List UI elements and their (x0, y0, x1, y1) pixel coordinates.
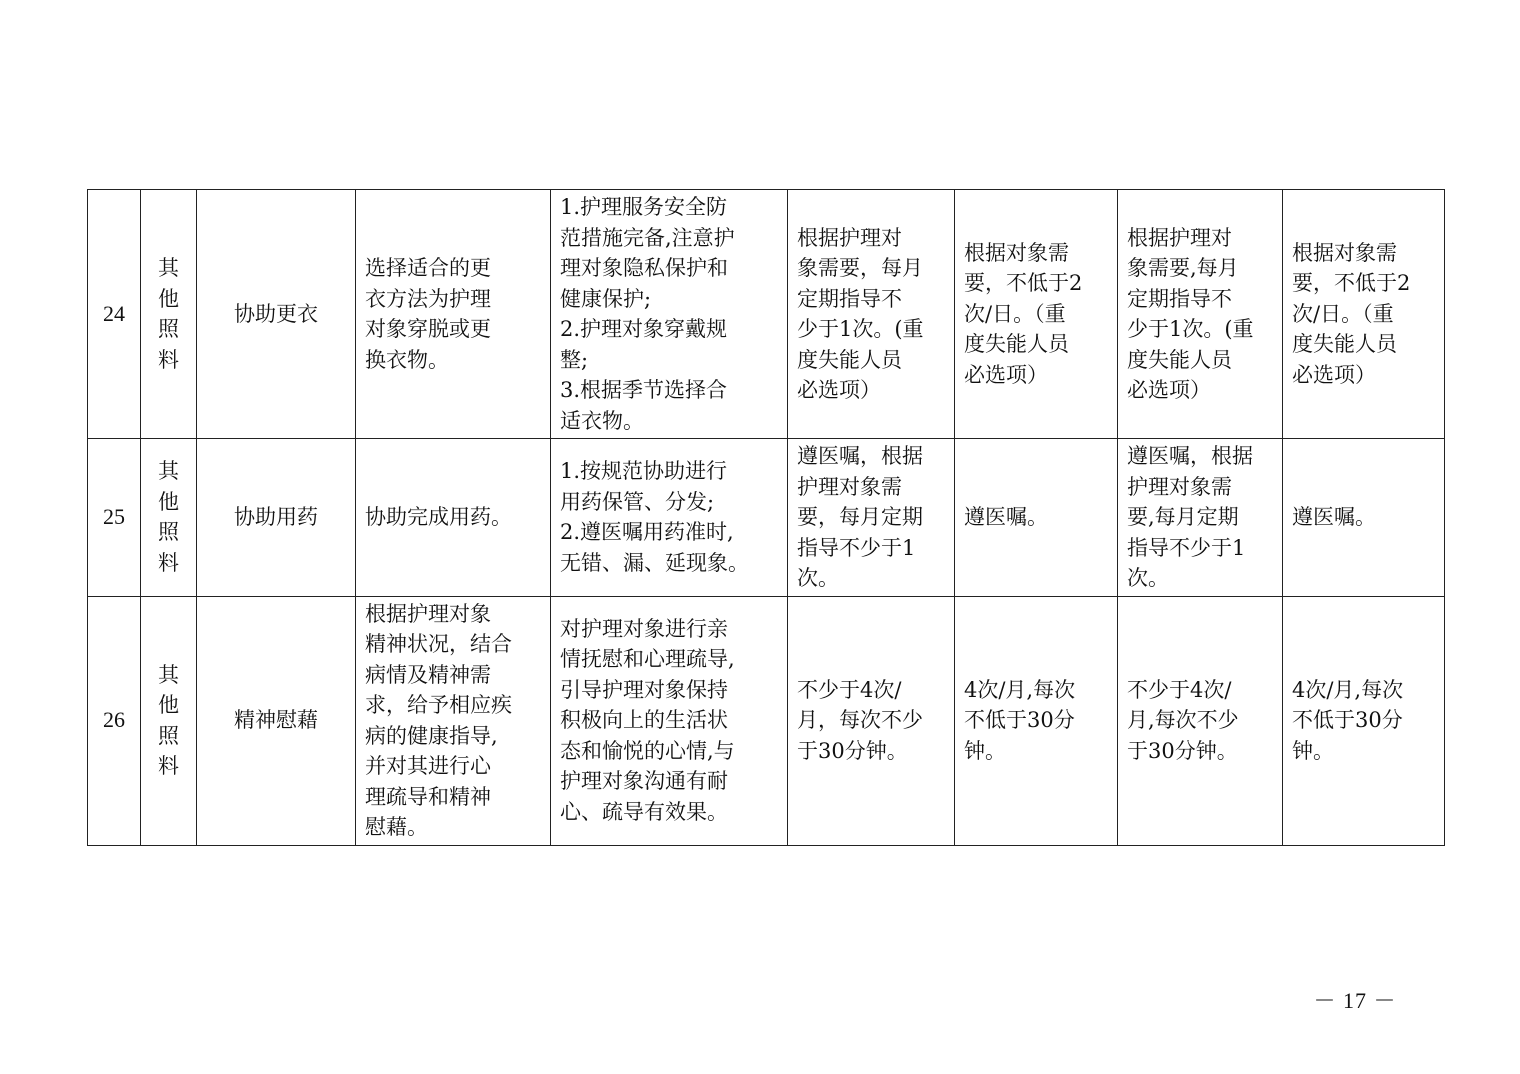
row-number-text: 26 (103, 707, 125, 733)
category-char: 照 (158, 723, 179, 748)
category-char: 他 (158, 693, 179, 717)
category-cell (141, 439, 197, 597)
cell-line: 定期指导不 (797, 286, 902, 311)
cell-line: 钟。 (1292, 738, 1334, 763)
category-cell (141, 596, 197, 845)
cell-line: 要，不低于2 (964, 271, 1083, 296)
row-number-text: 25 (103, 504, 125, 529)
service-content-cell (356, 596, 551, 845)
category-char: 其 (158, 459, 179, 484)
frequency-b-cell (955, 190, 1118, 439)
service-standard-cell (551, 439, 788, 597)
cell-line: 次/日。（重 (964, 301, 1066, 326)
cell-line: 象需要，每月 (797, 256, 923, 280)
cell-line: 必选项） (964, 362, 1048, 387)
cell-line: 度失能人员 (1127, 347, 1232, 372)
cell-line: 求，给予相应疾 (365, 693, 512, 717)
category-char: 其 (158, 256, 179, 280)
cell-line: 次/日。（重 (1292, 301, 1394, 326)
cell-line: 用药保管、分发; (560, 489, 715, 514)
category-char: 其 (158, 662, 179, 687)
cell-line: 指导不少于1 (1127, 535, 1246, 560)
cell-line: 换衣物。 (365, 347, 449, 372)
table-row (88, 439, 1445, 597)
cell-line: 引导护理对象保持 (560, 677, 728, 702)
cell-line: 4次/月,每次 (964, 677, 1076, 702)
cell-line: 于30分钟。 (797, 738, 908, 763)
row-number-cell (88, 596, 141, 845)
cell-line: 对护理对象进行亲 (560, 616, 728, 641)
cell-line: 遵医嘱。 (1292, 505, 1376, 529)
cell-line: 要,每月定期 (1127, 505, 1239, 529)
cell-line: 适衣物。 (560, 408, 644, 433)
cell-line: 少于1次。(重 (797, 317, 924, 341)
cell-line: 病情及精神需 (365, 662, 491, 687)
cell-line: 护理对象沟通有耐 (560, 769, 728, 794)
cell-line: 2.遵医嘱用药准时, (560, 520, 734, 545)
frequency-c-cell (1118, 439, 1283, 597)
cell-line: 少于1次。(重 (1127, 317, 1254, 341)
frequency-d-cell (1283, 439, 1445, 597)
category-char: 他 (158, 286, 179, 311)
cell-line: 积极向上的生活状 (560, 708, 728, 733)
frequency-d-cell (1283, 596, 1445, 845)
cell-line: 无错、漏、延现象。 (560, 550, 749, 575)
cell-line: 心、疏导有效果。 (560, 799, 728, 824)
cell-line: 对象穿脱或更 (365, 317, 491, 341)
cell-line: 护理对象需 (1127, 474, 1232, 499)
cell-line: 1.护理服务安全防 (560, 195, 728, 219)
service-table (87, 189, 1445, 846)
page-number: － 17 － (1313, 988, 1397, 1013)
cell-line: 不低于30分 (964, 708, 1075, 733)
cell-line: 并对其进行心 (365, 754, 491, 778)
frequency-b-cell (955, 596, 1118, 845)
cell-line: 根据对象需 (1292, 240, 1397, 265)
category-char: 料 (158, 550, 179, 575)
service-item-cell (197, 190, 356, 439)
cell-line: 要，每月定期 (797, 505, 923, 529)
cell-line: 病的健康指导, (365, 723, 498, 748)
frequency-a-cell (788, 596, 955, 845)
cell-line: 次。 (797, 566, 839, 590)
cell-line: 月,每次不少 (1127, 708, 1239, 733)
cell-line: 月，每次不少 (797, 708, 923, 733)
frequency-b-cell (955, 439, 1118, 597)
cell-line: 不低于30分 (1292, 708, 1403, 733)
cell-line: 情抚慰和心理疏导, (560, 647, 735, 672)
cell-line: 次。 (1127, 566, 1169, 590)
row-number-cell (88, 190, 141, 439)
service-item-cell (197, 596, 356, 845)
cell-line: 4次/月,每次 (1292, 677, 1404, 702)
cell-line: 不少于4次/ (797, 677, 902, 702)
service-item-text: 协助更衣 (234, 301, 318, 326)
cell-line: 度失能人员 (964, 332, 1069, 357)
cell-line: 要，不低于2 (1292, 271, 1411, 296)
service-standard-cell (551, 596, 788, 845)
service-item-text: 精神慰藉 (234, 708, 318, 733)
category-char: 他 (158, 489, 179, 514)
cell-line: 象需要,每月 (1127, 256, 1239, 280)
cell-line: 态和愉悦的心情,与 (560, 738, 735, 763)
category-char: 料 (158, 347, 179, 372)
cell-line: 整; (560, 347, 589, 372)
cell-line: 于30分钟。 (1127, 738, 1238, 763)
cell-line: 衣方法为护理 (365, 286, 491, 311)
cell-line: 指导不少于1 (797, 535, 916, 560)
frequency-a-cell (788, 439, 955, 597)
service-standard-cell (551, 190, 788, 439)
cell-line: 定期指导不 (1127, 286, 1232, 311)
service-item-cell (197, 439, 356, 597)
cell-line: 护理对象需 (797, 474, 902, 499)
table-row (88, 190, 1445, 439)
row-number-cell (88, 439, 141, 597)
cell-line: 必选项） (797, 378, 881, 402)
frequency-a-cell (788, 190, 955, 439)
cell-line: 慰藉。 (365, 815, 428, 839)
category-char: 照 (158, 317, 179, 341)
category-char: 照 (158, 520, 179, 545)
cell-line: 根据护理对 (1127, 225, 1232, 250)
cell-line: 3.根据季节选择合 (560, 378, 728, 402)
cell-line: 理疏导和精神 (365, 784, 491, 809)
category-char: 料 (158, 754, 179, 778)
service-content-cell (356, 439, 551, 597)
cell-line: 精神状况，结合 (365, 632, 512, 656)
frequency-c-cell (1118, 596, 1283, 845)
cell-line: 选择适合的更 (365, 256, 491, 280)
cell-line: 度失能人员 (1292, 332, 1397, 357)
table-row (88, 596, 1445, 845)
cell-line: 度失能人员 (797, 347, 902, 372)
service-content-cell (356, 190, 551, 439)
frequency-d-cell (1283, 190, 1445, 439)
cell-line: 遵医嘱，根据 (797, 444, 923, 468)
cell-line: 1.按规范协助进行 (560, 459, 728, 484)
service-item-text: 协助用药 (234, 505, 318, 529)
cell-line: 2.护理对象穿戴规 (560, 317, 728, 341)
cell-line: 不少于4次/ (1127, 677, 1232, 702)
cell-line: 必选项） (1127, 378, 1211, 402)
cell-line: 必选项） (1292, 362, 1376, 387)
cell-line: 根据护理对 (797, 225, 902, 250)
cell-line: 遵医嘱，根据 (1127, 444, 1253, 468)
cell-line: 健康保护; (560, 286, 652, 311)
cell-line: 根据护理对象 (365, 601, 491, 626)
cell-line: 钟。 (964, 738, 1006, 763)
category-cell (141, 190, 197, 439)
frequency-c-cell (1118, 190, 1283, 439)
row-number-text: 24 (103, 300, 125, 326)
cell-line: 理对象隐私保护和 (560, 256, 728, 280)
table-body (88, 190, 1445, 846)
cell-line: 遵医嘱。 (964, 505, 1048, 529)
cell-line: 范措施完备,注意护 (560, 225, 735, 250)
cell-line: 根据对象需 (964, 240, 1069, 265)
cell-line: 协助完成用药。 (365, 505, 512, 529)
